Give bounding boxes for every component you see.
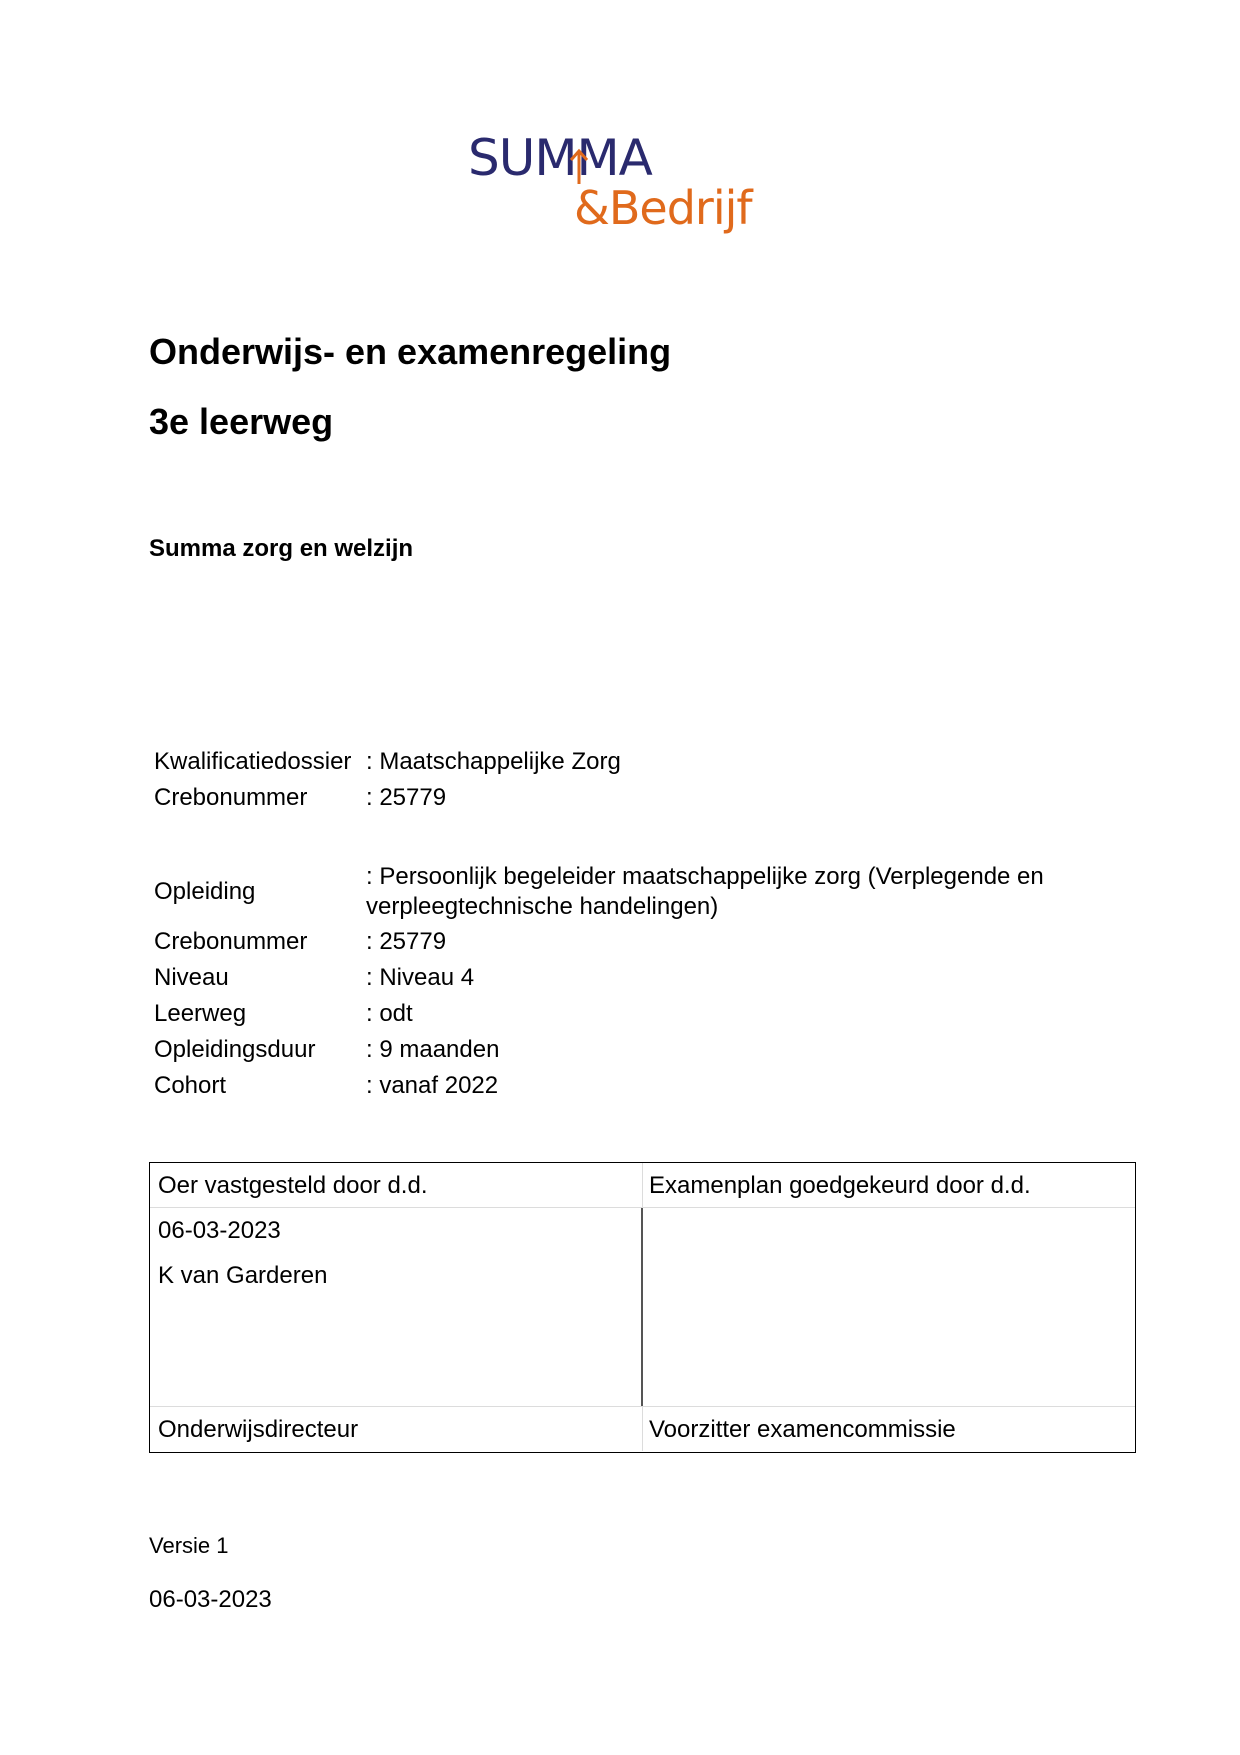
info-value: : Maatschappelijke Zorg bbox=[366, 748, 621, 775]
oer-role-cell: Onderwijsdirecteur bbox=[150, 1406, 642, 1451]
info-row-leerweg bbox=[154, 996, 1114, 1032]
info-label: Niveau bbox=[154, 964, 229, 991]
document-version: Versie 1 bbox=[149, 1533, 229, 1558]
info-value: : Persoonlijk begeleider maatschappelijke zorg (Verplegende en verpleegtechnische handelingen) bbox=[366, 863, 1044, 920]
oer-header-cell: Oer vastgesteld door d.d. bbox=[150, 1163, 642, 1208]
examenplan-role-cell: Voorzitter examencommissie bbox=[642, 1406, 1135, 1451]
info-value: : vanaf 2022 bbox=[366, 1072, 499, 1099]
info-row-opleidingsduur bbox=[154, 1032, 1114, 1068]
info-label: Crebonummer bbox=[154, 928, 308, 955]
info-value: : Niveau 4 bbox=[366, 964, 475, 991]
approver-name: K van Garderen bbox=[158, 1262, 328, 1289]
logo-line-2: &Bedrijf bbox=[574, 181, 752, 235]
approval-table bbox=[149, 1162, 1136, 1453]
document-date: 06-03-2023 bbox=[149, 1586, 272, 1613]
logo-line-1: SUMMA bbox=[468, 129, 652, 187]
info-label: Kwalificatiedossier bbox=[154, 748, 352, 775]
approval-date: 06-03-2023 bbox=[158, 1217, 281, 1244]
info-row-opleiding bbox=[154, 862, 1114, 922]
summa-bedrijf-logo bbox=[468, 128, 768, 248]
program-info bbox=[154, 862, 1114, 1104]
info-label: Cohort bbox=[154, 1072, 227, 1099]
info-row-crebonummer bbox=[154, 780, 1114, 816]
info-label: Leerweg bbox=[154, 1000, 247, 1027]
document-title: Onderwijs- en examenregeling bbox=[149, 331, 672, 372]
organisation-name: Summa zorg en welzijn bbox=[149, 535, 414, 562]
document-subtitle: 3e leerweg bbox=[149, 401, 334, 442]
info-label: Crebonummer bbox=[154, 784, 308, 811]
qualification-info bbox=[154, 744, 1114, 816]
info-value: : odt bbox=[366, 1000, 413, 1027]
info-value: : 25779 bbox=[366, 784, 447, 811]
info-row-cohort bbox=[154, 1068, 1114, 1104]
oer-signature-cell bbox=[150, 1208, 642, 1406]
info-row-crebonummer bbox=[154, 924, 1114, 960]
examenplan-header-cell: Examenplan goedgekeurd door d.d. bbox=[642, 1163, 1135, 1208]
examenplan-signature-cell bbox=[642, 1208, 1135, 1406]
info-row-kwalificatiedossier bbox=[154, 744, 1114, 780]
info-label: Opleiding bbox=[154, 878, 256, 905]
info-label: Opleidingsduur bbox=[154, 1036, 316, 1063]
info-value: : 9 maanden bbox=[366, 1036, 500, 1063]
info-value: : 25779 bbox=[366, 928, 447, 955]
info-row-niveau bbox=[154, 960, 1114, 996]
